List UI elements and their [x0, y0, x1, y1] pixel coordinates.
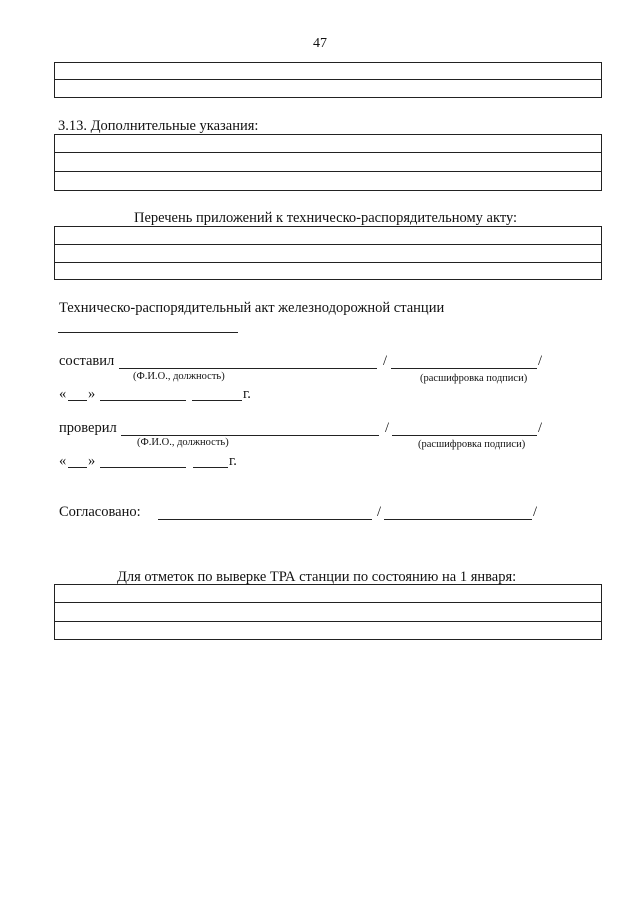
tra-statement: Техническо-распорядительный акт железнодорожной станции [59, 300, 445, 316]
table-row[interactable] [55, 153, 601, 172]
compiled-label: составил [59, 353, 115, 369]
agreed-fio-line[interactable] [158, 519, 372, 520]
compiled-date-open: « [59, 386, 67, 402]
table-row[interactable] [55, 585, 601, 603]
page-number: 47 [313, 36, 327, 51]
attachments-table [54, 226, 602, 280]
additional-instructions-table [54, 134, 602, 191]
reconciliation-table [54, 584, 602, 640]
compiled-signature-line[interactable] [391, 368, 537, 369]
compiled-year-line[interactable] [192, 400, 242, 401]
agreed-label: Согласовано: [59, 504, 141, 520]
compiled-slash-1: / [383, 353, 388, 369]
checked-date-open: « [59, 453, 67, 469]
checked-fio-line[interactable] [121, 435, 379, 436]
table-row[interactable] [55, 622, 601, 639]
section-313-title: 3.13. Дополнительные указания: [58, 118, 259, 134]
table-row[interactable] [55, 245, 601, 263]
compiled-date-close: » [88, 386, 96, 402]
checked-year-line[interactable] [193, 467, 228, 468]
checked-signature-caption: (расшифровка подписи) [418, 439, 526, 450]
checked-slash-2: / [538, 420, 543, 436]
table-row[interactable] [55, 63, 601, 80]
checked-label: проверил [59, 420, 117, 436]
station-name-line[interactable] [58, 332, 238, 333]
compiled-fio-caption: (Ф.И.О., должность) [133, 371, 225, 382]
compiled-year-suffix: г. [243, 386, 251, 402]
agreed-signature-line[interactable] [384, 519, 532, 520]
attachments-title: Перечень приложений к техническо-распорядительному акту: [134, 210, 518, 226]
agreed-slash-2: / [533, 504, 538, 520]
compiled-day-line[interactable] [68, 400, 87, 401]
table-row[interactable] [55, 172, 601, 190]
table-row[interactable] [55, 135, 601, 153]
checked-date-close: » [88, 453, 96, 469]
checked-year-suffix: г. [229, 453, 237, 469]
checked-month-line[interactable] [100, 467, 186, 468]
table-row[interactable] [55, 263, 601, 279]
compiled-month-line[interactable] [100, 400, 186, 401]
checked-signature-line[interactable] [392, 435, 537, 436]
checked-slash-1: / [385, 420, 390, 436]
reconciliation-title: Для отметок по выверке ТРА станции по состоянию на 1 января: [117, 569, 517, 585]
compiled-slash-2: / [538, 353, 543, 369]
table-row[interactable] [55, 80, 601, 97]
agreed-slash-1: / [377, 504, 382, 520]
top-continuation-table [54, 62, 602, 98]
checked-fio-caption: (Ф.И.О., должность) [137, 437, 229, 448]
table-row[interactable] [55, 227, 601, 245]
table-row[interactable] [55, 603, 601, 622]
compiled-signature-caption: (расшифровка подписи) [420, 373, 528, 384]
checked-day-line[interactable] [68, 467, 87, 468]
compiled-fio-line[interactable] [119, 368, 377, 369]
